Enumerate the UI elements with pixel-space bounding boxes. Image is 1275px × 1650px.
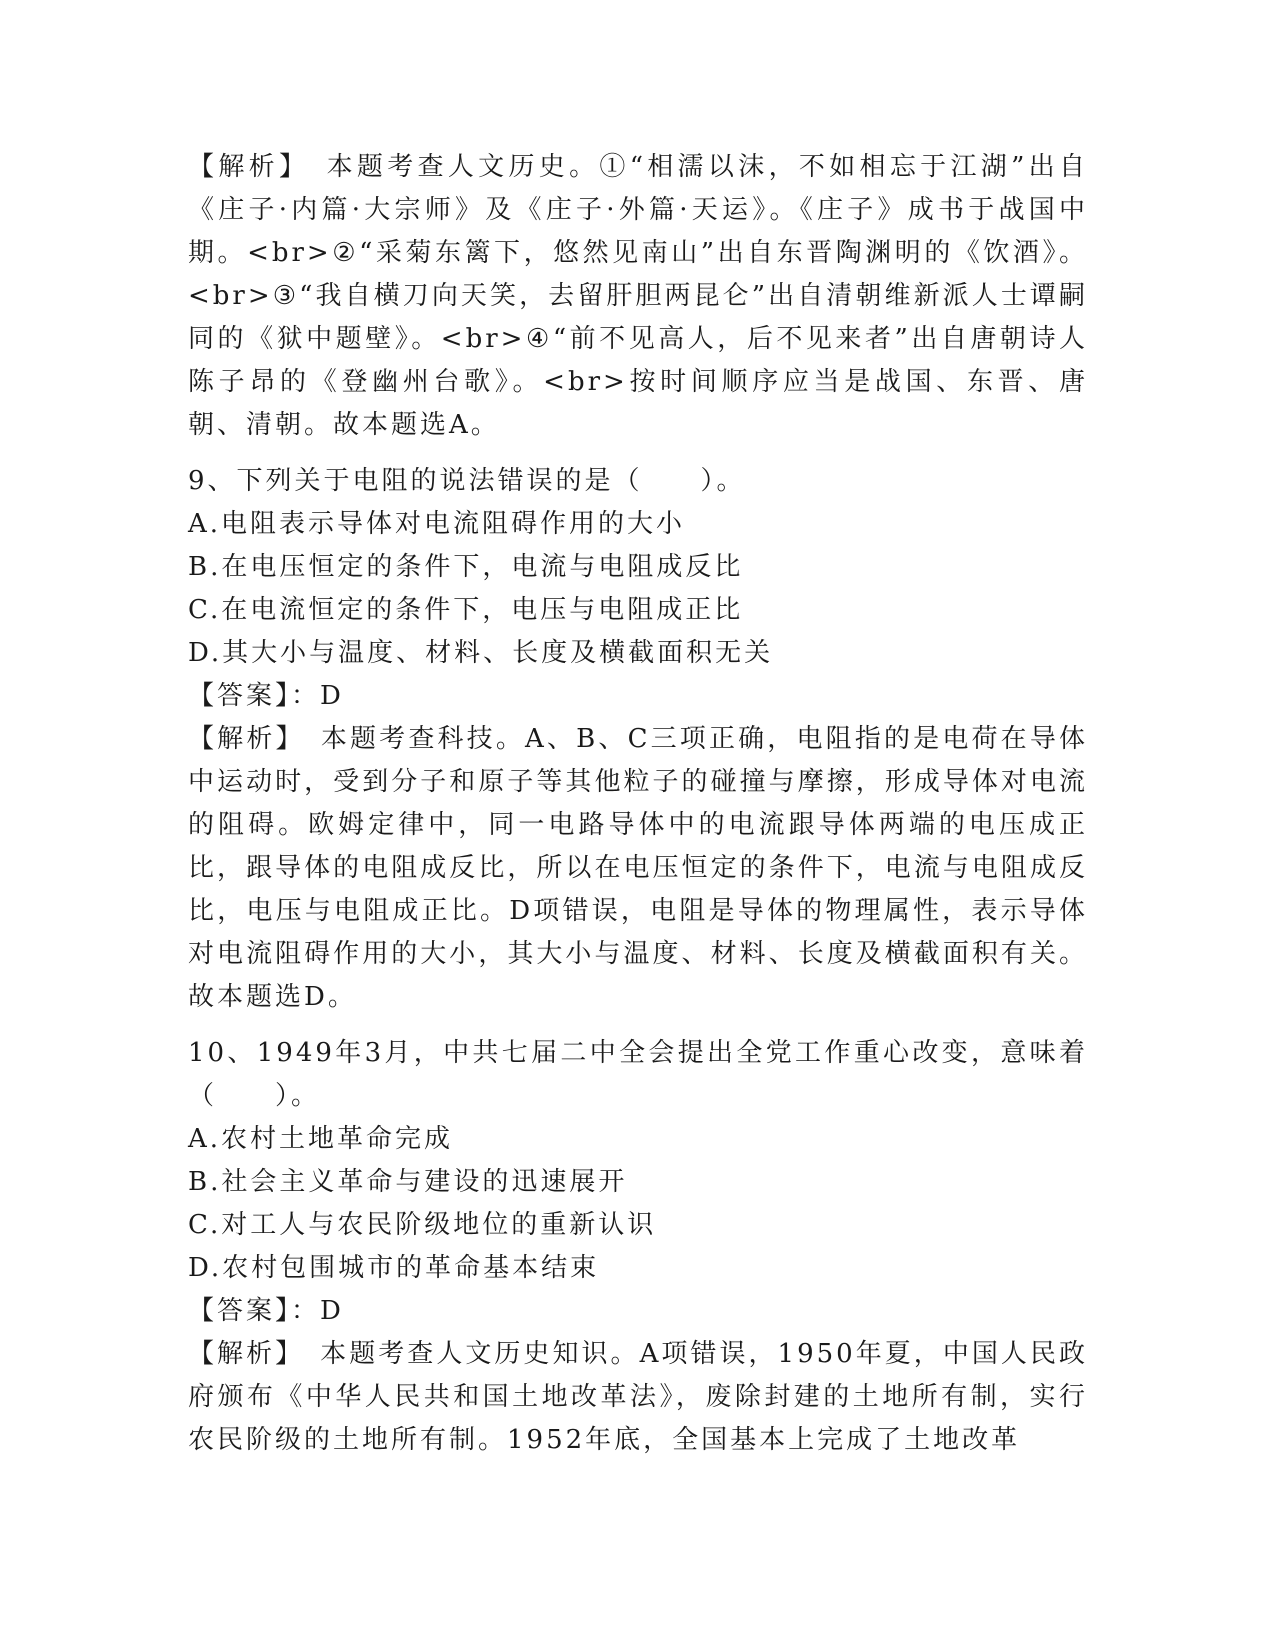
q9-option-d: D.其大小与温度、材料、长度及横截面积无关 [188, 638, 774, 668]
q9-option-b: B.在电压恒定的条件下，电流与电阻成反比 [188, 552, 744, 582]
question-10: 10、1949年3月，中共七届二中全会提出全党工作重心改变，意味着（ ）。 [188, 1038, 1088, 1111]
q10-option-b: B.社会主义革命与建设的迅速展开 [188, 1167, 628, 1197]
analysis-q8: 【解析】 本题考查人文历史。①“相濡以沫，不如相忘于江湖”出自《庄子·内篇·大宗师》及《庄子·外篇·天运》。《庄子》成书于战国中期。<br>②“采菊东篱下，悠然见南山”出自东晋陶渊明的《饮酒》。<br>③“我自横刀向天笑，去留肝胆两昆仑”出自清朝维新派人士谭嗣同的《狱中题壁》。<br>④“前不见高人，后不见来者”出自唐朝诗人陈子昂的《登幽州台歌》。<br>按时间顺序应当是战国、东晋、唐朝、清朝。故本题选A。 [188, 152, 1088, 440]
q10-option-c: C.对工人与农民阶级地位的重新认识 [188, 1210, 657, 1240]
q9-answer: 【答案】：D [188, 681, 344, 711]
q9-option-a: A.电阻表示导体对电流阻碍作用的大小 [188, 509, 686, 539]
q9-option-c: C.在电流恒定的条件下，电压与电阻成正比 [188, 595, 744, 625]
q10-option-d: D.农村包围城市的革命基本结束 [188, 1253, 600, 1283]
q10-answer: 【答案】：D [188, 1296, 344, 1326]
spacer [188, 1019, 1088, 1032]
spacer [188, 447, 1088, 460]
question-9: 9、下列关于电阻的说法错误的是（ ）。 [188, 466, 746, 496]
q10-option-a: A.农村土地革命完成 [188, 1124, 454, 1154]
q9-analysis: 【解析】 本题考查科技。A、B、C三项正确，电阻指的是电荷在导体中运动时，受到分子和原子等其他粒子的碰撞与摩擦，形成导体对电流的阻碍。欧姆定律中，同一电路导体中的电流跟导体两端的电压成正比，跟导体的电阻成反比，所以在电压恒定的条件下，电流与电阻成反比，电压与电阻成正比。D项错误，电阻是导体的物理属性，表示导体对电流阻碍作用的大小，其大小与温度、材料、长度及横截面积有关。故本题选D。 [188, 724, 1088, 1012]
page-content [188, 146, 1088, 1462]
q10-analysis: 【解析】 本题考查人文历史知识。A项错误，1950年夏，中国人民政府颁布《中华人民共和国土地改革法》，废除封建的土地所有制，实行农民阶级的土地所有制。1952年底，全国基本上完成了土地改革 [188, 1339, 1088, 1455]
